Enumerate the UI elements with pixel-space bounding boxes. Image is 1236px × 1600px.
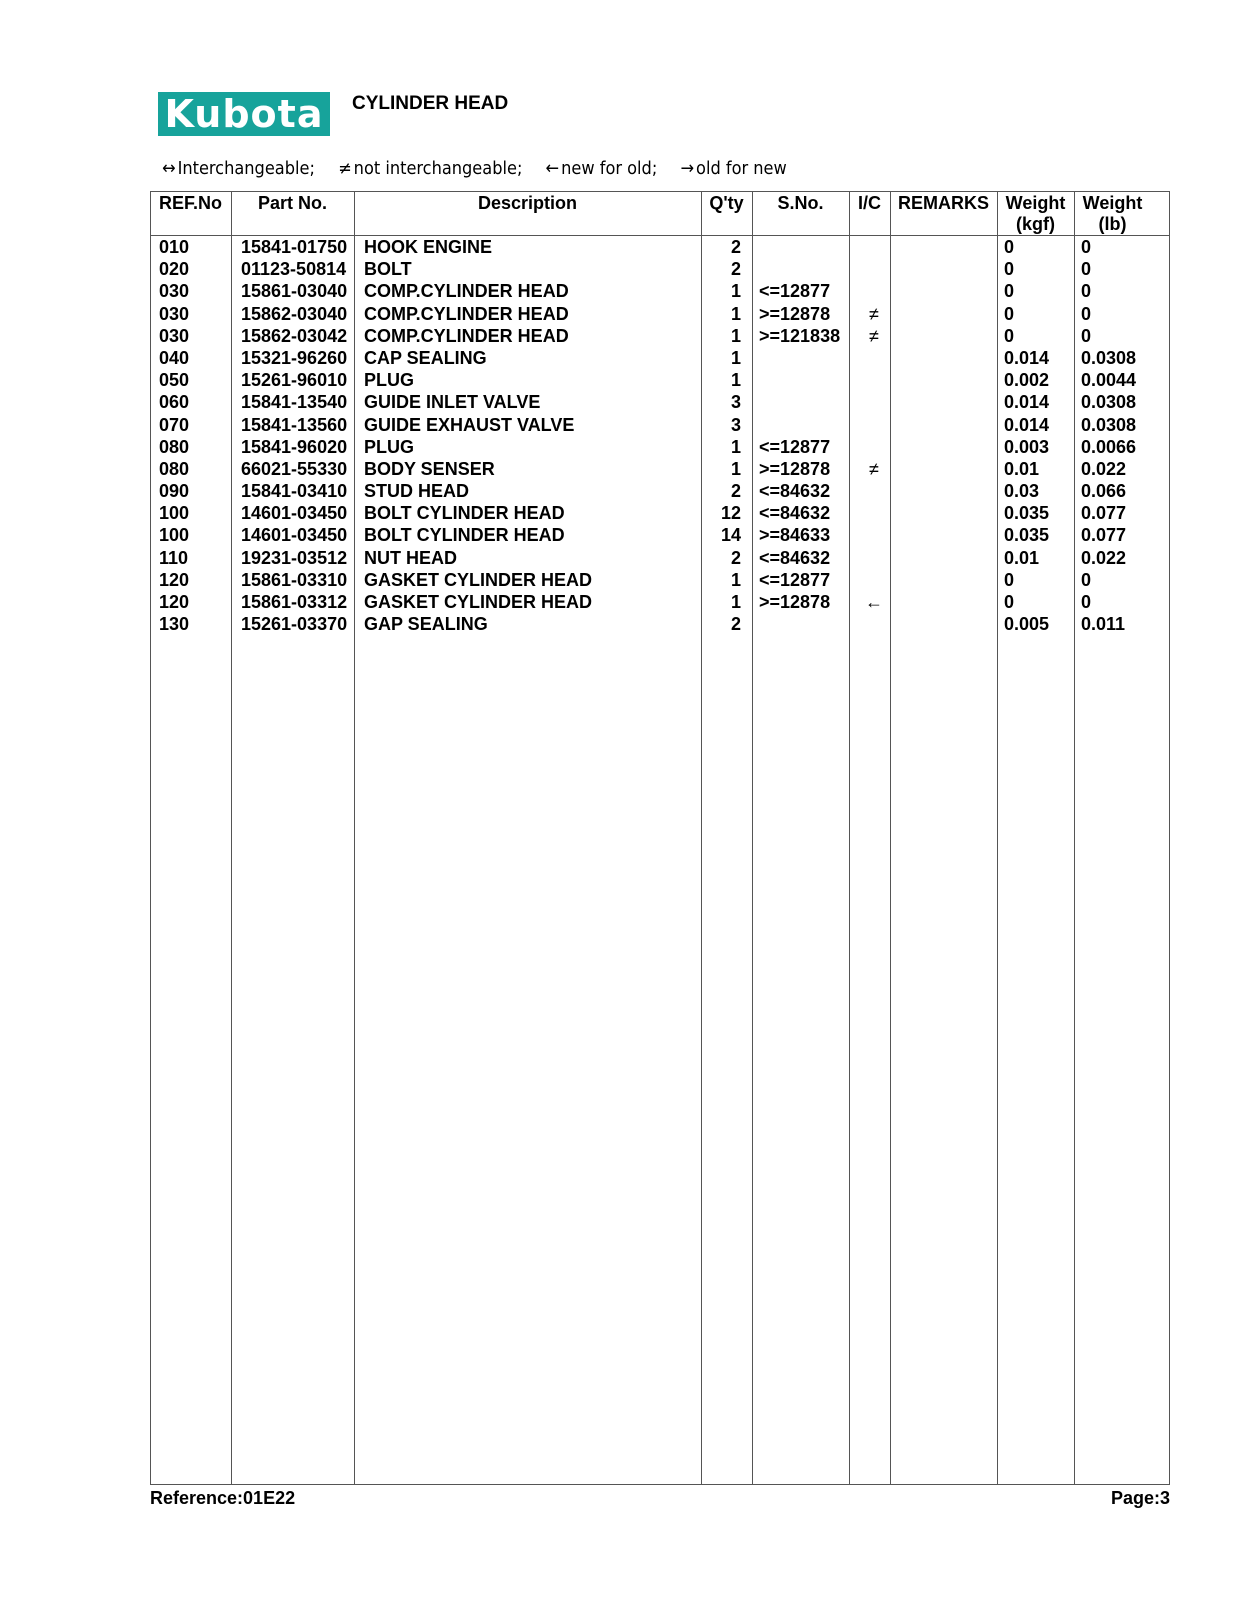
weight-lb-cell: 0.0066 — [1081, 436, 1137, 457]
header-weight-kgf: Weight (kgf) — [1005, 193, 1066, 234]
serial-no-cell: >=84633 — [759, 525, 831, 546]
table-row — [151, 325, 1169, 347]
weight-lb-cell: 0.066 — [1081, 481, 1127, 502]
part-no-cell: 66021-55330 — [241, 458, 348, 479]
description-cell: PLUG — [364, 436, 415, 457]
part-no-cell: 15841-01750 — [241, 237, 348, 257]
weight-kgf-cell: 0 — [1004, 569, 1015, 590]
description-cell: GUIDE INLET VALVE — [364, 392, 541, 413]
weight-lb-cell: 0 — [1081, 592, 1092, 612]
weight-lb-cell: 0 — [1081, 303, 1092, 324]
part-no-cell: 15841-13560 — [241, 414, 348, 435]
kubota-logo — [158, 92, 330, 136]
ref-no-cell: 050 — [159, 370, 190, 391]
weight-lb-cell: 0 — [1081, 569, 1092, 590]
description-cell: CAP SEALING — [364, 347, 487, 368]
quantity-cell: 2 — [730, 481, 741, 502]
table-row — [151, 258, 1169, 280]
quantity-cell: 3 — [730, 414, 741, 435]
serial-no-cell: <=12877 — [759, 436, 831, 457]
legend-item-new-for-old: ← new for old; — [545, 158, 658, 179]
description-cell: COMP.CYLINDER HEAD — [364, 281, 569, 302]
weight-kgf-cell: 0 — [1004, 592, 1015, 612]
interchange-cell — [857, 436, 891, 458]
page-title: CYLINDER HEAD — [352, 93, 509, 114]
logo-text: Kubota — [164, 92, 324, 136]
part-no-cell: 15862-03042 — [241, 325, 348, 346]
right-arrow-icon: → — [680, 158, 695, 179]
part-no-cell: 14601-03450 — [241, 503, 348, 524]
serial-no-cell: >=12878 — [759, 592, 831, 612]
quantity-cell: 1 — [730, 281, 741, 302]
interchange-cell — [857, 547, 891, 569]
interchange-cell — [857, 369, 891, 391]
table-row — [151, 347, 1169, 369]
reference-code: Reference:01E22 — [150, 1488, 296, 1508]
interchange-cell — [857, 524, 891, 546]
ref-no-cell: 040 — [159, 347, 190, 368]
part-no-cell: 15861-03312 — [241, 592, 348, 612]
quantity-cell: 1 — [730, 370, 741, 391]
weight-lb-cell: 0.0308 — [1081, 414, 1137, 435]
interchange-cell — [857, 569, 891, 591]
weight-kgf-cell: 0 — [1004, 325, 1015, 346]
table-row — [151, 569, 1169, 591]
weight-lb-cell: 0.0308 — [1081, 392, 1137, 413]
header-serial-no: S.No. — [777, 193, 824, 213]
table-row — [151, 613, 1169, 635]
interchange-cell: ≠ — [869, 458, 879, 479]
header-ic: I/C — [857, 193, 881, 213]
header-qty: Q'ty — [709, 193, 744, 213]
table-row — [151, 303, 1169, 325]
interchange-cell — [857, 236, 891, 258]
weight-kgf-cell: 0.01 — [1004, 547, 1040, 568]
weight-kgf-cell: 0 — [1004, 303, 1015, 324]
weight-kgf-cell: 0 — [1004, 259, 1015, 280]
part-no-cell: 19231-03512 — [241, 547, 348, 568]
weight-lb-cell: 0 — [1081, 259, 1092, 280]
part-no-cell: 15321-96260 — [241, 347, 348, 368]
description-cell: GASKET CYLINDER HEAD — [364, 569, 593, 590]
weight-kgf-cell: 0 — [1004, 237, 1015, 257]
weight-lb-cell: 0.077 — [1081, 525, 1127, 546]
ref-no-cell: 130 — [159, 614, 190, 635]
table-row — [151, 547, 1169, 569]
double-arrow-icon: ↔ — [162, 158, 176, 179]
ref-no-cell: 100 — [159, 503, 190, 524]
part-no-cell: 15841-96020 — [241, 436, 348, 457]
interchange-cell — [857, 502, 891, 524]
quantity-cell: 14 — [720, 525, 741, 546]
quantity-cell: 2 — [730, 237, 741, 257]
weight-kgf-cell: 0.01 — [1004, 458, 1040, 479]
part-no-cell: 14601-03450 — [241, 525, 348, 546]
serial-no-cell: <=12877 — [759, 569, 831, 590]
part-no-cell: 15261-96010 — [241, 370, 348, 391]
description-cell: BOLT CYLINDER HEAD — [364, 525, 565, 546]
weight-lb-cell: 0.022 — [1081, 458, 1127, 479]
weight-kgf-cell: 0.03 — [1004, 481, 1040, 502]
weight-lb-cell: 0.022 — [1081, 547, 1127, 568]
part-no-cell: 15841-13540 — [241, 392, 348, 413]
table-row — [151, 524, 1169, 546]
table-row — [151, 369, 1169, 391]
interchangeability-legend — [162, 158, 805, 179]
interchange-cell: ≠ — [869, 325, 879, 346]
interchange-cell: ← — [865, 592, 883, 612]
ref-no-cell: 120 — [159, 569, 190, 590]
quantity-cell: 2 — [730, 259, 741, 280]
weight-kgf-cell: 0 — [1004, 281, 1015, 302]
parts-table — [150, 191, 1170, 1485]
weight-lb-cell: 0.077 — [1081, 503, 1127, 524]
ref-no-cell: 090 — [159, 481, 190, 502]
weight-lb-cell: 0 — [1081, 281, 1092, 302]
description-cell: HOOK ENGINE — [364, 237, 493, 257]
description-cell: BOLT CYLINDER HEAD — [364, 503, 565, 524]
quantity-cell: 1 — [730, 325, 741, 346]
weight-lb-cell: 0 — [1081, 237, 1092, 257]
left-arrow-icon: ← — [545, 158, 560, 179]
weight-kgf-cell: 0.002 — [1004, 370, 1050, 391]
page-number: Page:3 — [1110, 1488, 1170, 1508]
serial-no-cell: <=84632 — [759, 503, 831, 524]
description-cell: COMP.CYLINDER HEAD — [364, 303, 569, 324]
table-row — [151, 480, 1169, 502]
ref-no-cell: 100 — [159, 525, 190, 546]
part-no-cell: 01123-50814 — [241, 259, 347, 280]
description-cell: COMP.CYLINDER HEAD — [364, 325, 569, 346]
legend-item-not-interchangeable: ≠ not interchangeable; — [338, 158, 523, 179]
quantity-cell: 1 — [730, 436, 741, 457]
quantity-cell: 1 — [730, 458, 741, 479]
legend-item-old-for-new: → old for new — [680, 158, 787, 179]
weight-kgf-cell: 0.014 — [1004, 392, 1050, 413]
description-cell: PLUG — [364, 370, 415, 391]
weight-kgf-cell: 0.003 — [1004, 436, 1050, 457]
table-row — [151, 502, 1169, 524]
weight-kgf-cell: 0.005 — [1004, 614, 1050, 635]
table-row — [151, 414, 1169, 436]
description-cell: BOLT — [364, 259, 412, 280]
table-row — [151, 391, 1169, 413]
ref-no-cell: 120 — [159, 592, 190, 612]
header-ref: REF.No — [159, 193, 222, 213]
quantity-cell: 1 — [730, 592, 741, 612]
ref-no-cell: 070 — [159, 414, 190, 435]
ref-no-cell: 110 — [159, 547, 189, 568]
header-weight-lb: Weight (lb) — [1082, 193, 1143, 234]
weight-kgf-cell: 0.014 — [1004, 414, 1050, 435]
weight-kgf-cell: 0.035 — [1004, 503, 1050, 524]
part-no-cell: 15861-03040 — [241, 281, 348, 302]
description-cell: GAP SEALING — [364, 614, 488, 635]
header-remarks: REMARKS — [897, 193, 989, 213]
interchange-cell: ≠ — [869, 303, 879, 324]
part-no-cell: 15841-03410 — [241, 481, 348, 502]
table-row — [151, 236, 1169, 258]
interchange-cell — [857, 480, 891, 502]
serial-no-cell: <=84632 — [759, 547, 831, 568]
weight-kgf-cell: 0.035 — [1004, 525, 1050, 546]
weight-lb-cell: 0.011 — [1081, 614, 1126, 635]
ref-no-cell: 030 — [159, 325, 190, 346]
quantity-cell: 2 — [730, 547, 741, 568]
interchange-cell — [857, 414, 891, 436]
table-row — [151, 280, 1169, 302]
ref-no-cell: 020 — [159, 259, 190, 280]
description-cell: BODY SENSER — [364, 458, 495, 479]
weight-lb-cell: 0 — [1081, 325, 1092, 346]
serial-no-cell: <=12877 — [759, 281, 831, 302]
ref-no-cell: 030 — [159, 281, 190, 302]
description-cell: GASKET CYLINDER HEAD — [364, 592, 593, 612]
part-no-cell: 15862-03040 — [241, 303, 348, 324]
interchange-cell — [857, 258, 891, 280]
part-no-cell: 15261-03370 — [241, 614, 348, 635]
header-part-no: Part No. — [257, 193, 327, 213]
description-cell: NUT HEAD — [364, 547, 457, 568]
not-equal-icon: ≠ — [338, 158, 352, 179]
header-description: Description — [477, 193, 578, 213]
weight-lb-cell: 0.0308 — [1081, 347, 1137, 368]
interchange-cell — [857, 280, 891, 302]
part-no-cell: 15861-03310 — [241, 569, 348, 590]
table-row — [151, 591, 1169, 613]
ref-no-cell: 030 — [159, 303, 190, 324]
serial-no-cell: >=12878 — [759, 303, 831, 324]
quantity-cell: 1 — [730, 569, 741, 590]
quantity-cell: 1 — [730, 347, 741, 368]
serial-no-cell: >=12878 — [759, 458, 831, 479]
interchange-cell — [857, 347, 891, 369]
description-cell: STUD HEAD — [364, 481, 470, 502]
table-row — [151, 436, 1169, 458]
quantity-cell: 3 — [730, 392, 741, 413]
legend-item-interchangeable: ↔ Interchangeable; — [162, 158, 315, 179]
ref-no-cell: 010 — [159, 237, 190, 257]
ref-no-cell: 080 — [159, 436, 190, 457]
interchange-cell — [857, 391, 891, 413]
description-cell: GUIDE EXHAUST VALVE — [364, 414, 575, 435]
weight-lb-cell: 0.0044 — [1081, 370, 1137, 391]
table-body — [151, 236, 1169, 635]
table-row — [151, 458, 1169, 480]
quantity-cell: 2 — [730, 614, 741, 635]
quantity-cell: 12 — [720, 503, 741, 524]
serial-no-cell: <=84632 — [759, 481, 831, 502]
ref-no-cell: 060 — [159, 392, 190, 413]
ref-no-cell: 080 — [159, 458, 190, 479]
weight-kgf-cell: 0.014 — [1004, 347, 1050, 368]
interchange-cell — [857, 613, 891, 635]
serial-no-cell: >=121838 — [759, 325, 841, 346]
quantity-cell: 1 — [730, 303, 741, 324]
